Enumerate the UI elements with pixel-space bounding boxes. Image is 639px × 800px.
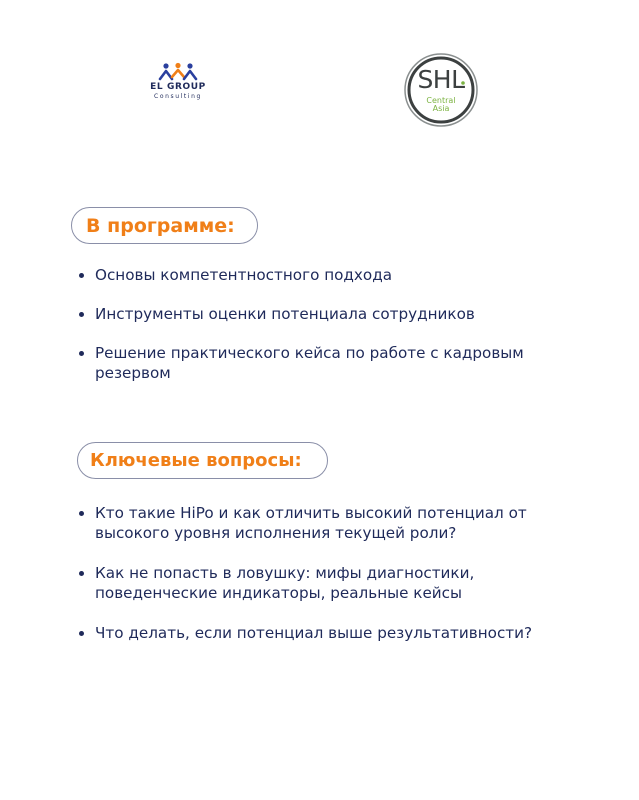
list-item-text: Как не попасть в ловушку: мифы диагностики, поведенческие индикаторы, реальные кейсы (95, 564, 475, 602)
section-title-key-questions: Ключевые вопросы: (77, 442, 328, 479)
bullet-icon (79, 273, 84, 278)
el-group-logo-name: EL GROUP (150, 82, 206, 92)
el-group-logo (138, 62, 222, 108)
section-title-program: В программе: (71, 207, 258, 244)
bullet-icon (79, 631, 84, 636)
people-icon (158, 62, 198, 82)
list-item-text: Кто такие HiPo и как отличить высокий потенциал от высокого уровня исполнения текущей роли? (95, 504, 527, 542)
list-item-text: Что делать, если потенциал выше результативности? (95, 624, 533, 642)
shl-logo-sub-line1: Central (426, 96, 456, 105)
list-item-text: Решение практического кейса по работе с кадровым резервом (95, 344, 524, 382)
el-group-logo-sub: Consulting (154, 93, 202, 100)
list-item (75, 623, 555, 643)
bullet-icon (79, 351, 84, 356)
list-item (75, 503, 555, 543)
shl-logo-name: SHL (417, 65, 465, 94)
shl-logo-sub-line2: Asia (432, 104, 450, 113)
list-item-text: Инструменты оценки потенциала сотрудников (95, 305, 475, 323)
bullet-icon (79, 511, 84, 516)
program-list (75, 265, 555, 402)
list-item (75, 563, 555, 603)
list-item (75, 304, 555, 324)
key-questions-list (75, 503, 555, 663)
list-item (75, 343, 555, 383)
shl-logo (403, 52, 479, 128)
list-item (75, 265, 555, 285)
bullet-icon (79, 571, 84, 576)
list-item-text: Основы компетентностного подхода (95, 266, 393, 284)
bullet-icon (79, 312, 84, 317)
